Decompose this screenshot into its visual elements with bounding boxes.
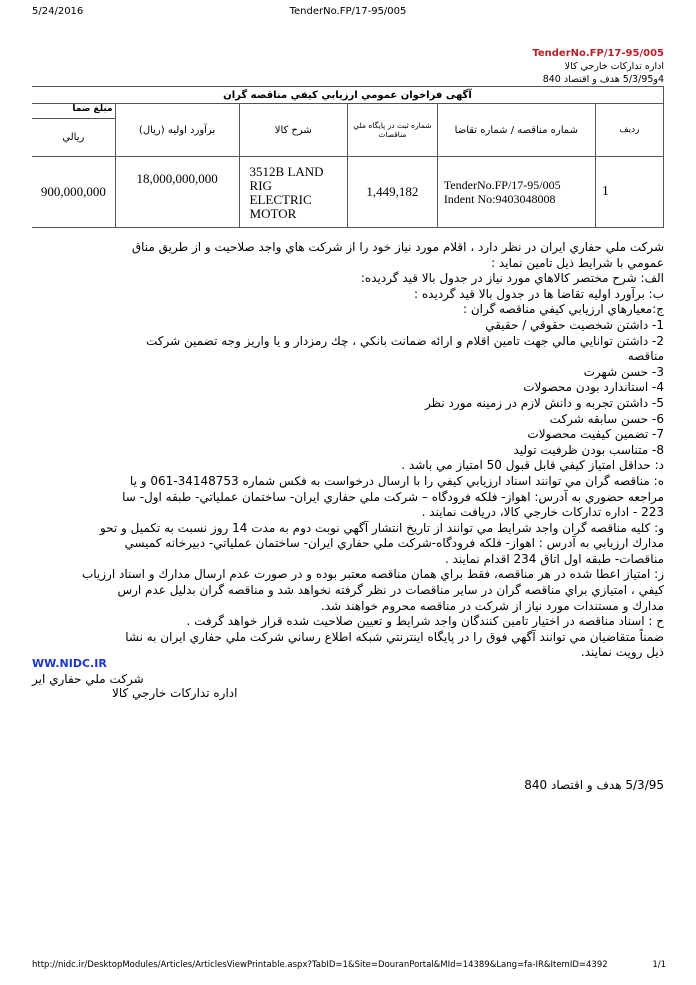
body-line: ضمناً متقاضيان مي توانند آگهي فوق را در پايگاه اينترنتي شبكه اطلاع رساني شركت ملي حفاري ايران به نشا [125,629,664,644]
row-index: 1 [595,157,663,228]
guarantee-header: مبلغ ضما [32,104,115,119]
estimate-value: 18,000,000,000 [115,157,239,228]
website-link[interactable]: WW.NIDC.IR [32,657,107,670]
bottom-reference: 5/3/95 هدف و اقتصاد 840 [524,778,664,792]
header-department: اداره تداركات خارجي كالا [564,61,664,72]
body-line: 8- متناسب بودن ظرفيت توليد [513,442,664,457]
row-header: رديف [595,104,663,157]
body-line: ب: برآورد اوليه تقاضا ها در جدول بالا قيد گرديده : [414,286,664,301]
body-line: 1- داشتن شخصيت حقوقي / حقيقي [485,317,664,332]
registration-header: شماره ثبت در پايگاه ملي مناقصات [347,104,437,157]
tender-indent-header: شماره مناقصه / شماره تقاضا [437,104,595,157]
body-line: ه: مناقصه گران مي توانند اسناد ارزيابي كيفي را با ارسال درخواست به فكس شماره 34148753-061 و يا [129,473,664,488]
description-value: 3512B LAND RIG ELECTRIC MOTOR [239,157,347,228]
footer-department: اداره تداركات خارجي كالا [112,686,238,700]
tender-no-value: TenderNo.FP/17-95/005 [443,178,561,192]
body-line: الف: شرح مختصر كالاهاي مورد نياز در جدول بالا قيد گرديده: [360,271,664,286]
body-line: 223 - اداره تداركات خارجي كالا، دريافت نمايند . [421,505,664,520]
registration-value: 1,449,182 [347,157,437,228]
body-line: 5- داشتن تجربه و دانش لازم در زمينه مورد نظر [424,395,664,410]
tender-table [32,86,664,228]
description-header: شرح كالا [239,104,347,157]
guarantee-unit: ريالي [62,132,85,143]
guarantee-value: 900,000,000 [32,157,115,228]
body-line: د: حداقل امتياز كيفي قابل قبول 50 امتياز مي باشد . [401,458,664,473]
estimate-header: برآورد اوليه (ريال) [115,104,239,157]
body-line: كيفي ، امتيازي براي مناقصه گران در ساير مناقصات در نظر گرفته نخواهد شد و مناقصه گران بدليل عدم ارس [117,583,664,598]
body-line: 3- حسن شهرت [583,364,664,379]
body-line: مراجعه حضوري به آدرس: اهواز- فلكه فرودگاه – شركت ملي حفاري ايران- ساختمان عملياتي- طبقه اول- سا [122,489,664,504]
print-page-title: TenderNo.FP/17-95/005 [289,6,407,17]
table-title: آگهی فراخوان عمومي ارزيابي كيفي مناقصه گران [32,87,664,104]
announcement-body [32,240,664,661]
body-line: مدارك ارزيابي به آدرس : اهواز- فلكه فرودگاه-شركت ملي حفاري ايران- ساختمان عملياتي- دبيرخانه كميسي [124,536,664,551]
footer-company: شركت ملي حفاري اير [32,672,144,686]
indent-no-value: Indent No:9403048008 [443,192,556,206]
body-line: 4- استاندارد بودن محصولات [523,380,664,395]
body-line: 7- تضمين كيفيت محصولات [527,427,664,442]
guarantee-header-cell [32,104,115,157]
body-line: ذيل رويت نمايند. [580,645,664,660]
body-line: عمومي با شرايط ذيل تامين نمايد : [491,255,664,270]
body-line: ج:معيارهاي ارزيابي كيفي مناقصه گران : [463,302,664,317]
body-line: 2- داشتن توانايي مالي جهت تامين اقلام و ارائه ضمانت بانكي ، چك رمزدار و يا واريز وجه تضمين شركت [145,333,664,348]
print-date: 5/24/2016 [32,6,84,17]
body-line: مدارك و مستندات مورد نياز از شركت در مناقصه محروم خواهند شد. [320,598,664,613]
print-url: http://nidc.ir/DesktopModules/Articles/ArticlesViewPrintable.aspx?TabID=1&Site=DouranPortal&MId=14389&Lang=fa-IR&ItemID=4392 [32,960,608,970]
body-line: ز: امتياز اعطا شده در هر مناقصه، فقط براي همان مناقصه معتبر بوده و در صورت عدم ارسال مدارك و اسناد ارزياب [81,567,664,582]
print-page-number: 1/1 [652,960,666,970]
header-date-line: 4و5/3/95 هدف و اقتصاد 840 [542,74,664,85]
body-line: مناقصات- طبقه اول اتاق 234 اقدام نمايند . [444,551,664,566]
body-line: 6- حسن سابقه شركت [549,411,664,426]
body-line: مناقصه [627,349,664,364]
body-line: شركت ملي حفاري ايران در نظر دارد ، اقلام مورد نياز خود را از شركت هاي واجد صلاحيت و از طريق مناق [131,240,664,254]
header-tender-no: TenderNo.FP/17-95/005 [532,48,664,59]
tender-indent-value [437,157,595,228]
body-line: و: كليه مناقصه گران واجد شرايط مي توانند از تاريخ انتشار آگهي نوبت دوم به مدت 14 روز نسبت به تكميل و تحو [99,520,664,535]
body-line: ح : اسناد مناقصه در اختيار تامين كنندگان واجد شرايط و تعيين صلاحيت شده قرار خواهد گرفت . [186,614,664,629]
